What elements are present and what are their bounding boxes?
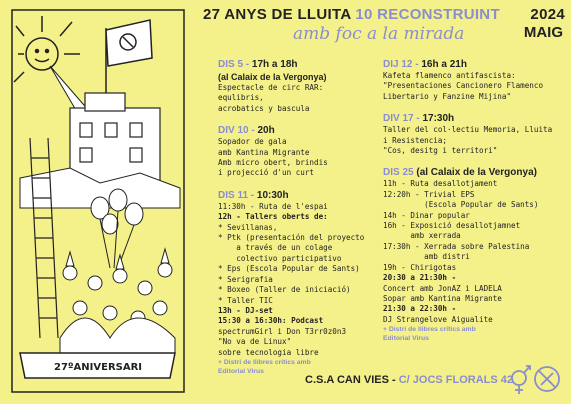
event-line: "Presentaciones Cancionero Flamenco — [383, 81, 544, 91]
event-line: Taller del col·lectiu Memoria, Lluita — [383, 125, 553, 135]
title-part2: RECONSTRUINT — [377, 6, 500, 23]
distri-note: Editorial Virus — [383, 335, 429, 343]
event-line: amb distri — [383, 252, 470, 262]
event-line: amb xerrada — [383, 231, 461, 241]
sun-icon — [14, 16, 80, 82]
event-line: 21:30 a 22:30h - — [383, 304, 457, 314]
event-line: equlibris, — [218, 93, 264, 103]
title-part1: 27 ANYS DE LLUITA — [203, 6, 351, 23]
footer — [305, 374, 513, 386]
event-line: Amb micro obert, brindis — [218, 158, 328, 168]
title-number: 10 — [355, 6, 373, 23]
flag-icon — [106, 20, 152, 104]
event-line: 12:20h - Trivial EPS — [383, 189, 475, 199]
year: 2024 — [530, 6, 565, 23]
event-line: i Resistencia; — [383, 135, 448, 145]
day-heading: DIJ 12 - 16h a 21h — [383, 59, 467, 70]
title — [203, 6, 565, 23]
event-line: (Escola Popular de Sants) — [383, 200, 539, 210]
venue-address: C/ JOCS FLORALS 42 — [398, 374, 514, 386]
event-line: i projecció d'un curt — [218, 168, 315, 178]
event-line: * Ptk (presentación del proyecto — [218, 233, 365, 243]
distri-note: Editorial Virus — [218, 367, 264, 375]
symbols — [505, 362, 563, 396]
day-heading: DIS 25 (al Calaix de la Vergonya) — [383, 167, 537, 179]
header — [203, 6, 565, 44]
event-line: Sopador de gala — [218, 137, 287, 147]
antifa-icon — [535, 367, 559, 391]
event-line: 17:30h - Xerrada sobre Palestina — [383, 241, 530, 251]
event-line: Kafeta flamenco antifascista: — [383, 71, 516, 80]
venue-name: C.S.A CAN VIES - — [305, 374, 399, 386]
event-line: 11:30h - Ruta de l'espai — [218, 201, 328, 211]
event-line: 14h - Dinar popular — [383, 210, 470, 220]
event-line: * Taller TIC — [218, 295, 273, 305]
event-line: DJ Strangelove Aigualite — [383, 314, 493, 324]
event-line: 16h - Exposició desallotjamnet — [383, 221, 521, 231]
event-line: amb Kantina Migrante — [218, 147, 310, 157]
banner-text: 27ºANIVERSARI — [53, 362, 143, 373]
event-line: 20:30 a 21:30h - — [383, 273, 457, 283]
event-line: * Sevillanas, — [218, 222, 278, 232]
event-line: spectrumGirl i Don T3rr0z0n3 — [218, 326, 347, 336]
day-heading: DIV 10 - 20h — [218, 125, 275, 137]
event-line: 13h - DJ-set — [218, 305, 273, 315]
event-line: Concert amb JonAZ i LADELA — [383, 283, 502, 293]
event-line: "No va de Linux" — [218, 337, 292, 347]
event-line: Sopar amb Kantina Migrante — [383, 293, 502, 303]
event-line: colectivo participativo — [218, 253, 342, 263]
day-heading: DIS 5 - 17h a 18h (al Calaix de la Vergonya) — [218, 59, 327, 82]
event-line: Libertario y Fanzine Mijina" — [383, 91, 512, 101]
schedule-right — [383, 56, 565, 343]
event-line: 11h - Ruta desallotjament — [383, 179, 498, 189]
month: MAIG — [523, 24, 563, 41]
gender-symbol-icon — [512, 366, 530, 394]
event-line: * Boxeo (Taller de iniciació) — [218, 285, 351, 295]
illustration — [10, 8, 186, 394]
event-line: 15:30 a 16:30h: Podcast — [218, 316, 324, 326]
event-line: "Cos, desitg i territori" — [383, 146, 498, 156]
distri-note: + Distri de llibres crítics amb — [218, 358, 311, 366]
schedule-left — [218, 56, 368, 376]
event-line: * Eps (Escola Popular de Sants) — [218, 264, 360, 274]
event-line: Espectacle de circ RAR: — [218, 83, 324, 92]
distri-note: + Distri de llibres crítics amb — [383, 326, 476, 334]
event-line: a través de un colage — [218, 243, 333, 253]
event-line: sobre tecnologia libre — [218, 347, 319, 357]
day-heading: DIS 11 - 10:30h — [218, 189, 289, 201]
event-line: 12h - Tallers oberts de: — [218, 212, 328, 222]
event-line: 19h - Chirigotas — [383, 262, 457, 272]
event-line: * Serigrafia — [218, 274, 273, 284]
subtitle: amb foc a la mirada — [293, 24, 465, 44]
event-line: acrobatics y bascula — [218, 103, 310, 113]
day-heading: DIV 17 - 17:30h — [383, 113, 455, 125]
